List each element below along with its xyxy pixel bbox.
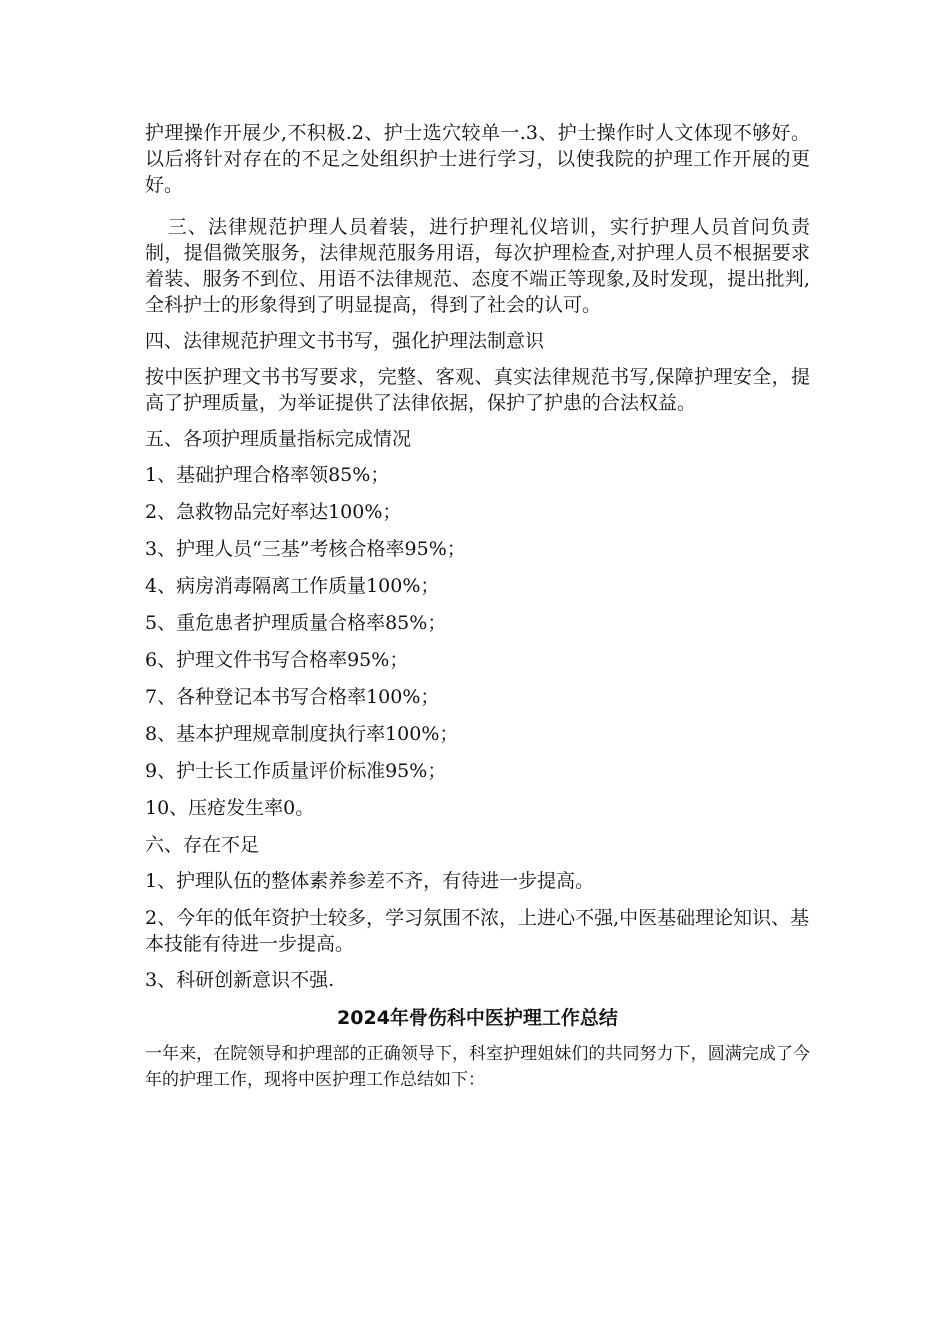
shortcomings-list <box>145 868 810 993</box>
intro-paragraph: 一年来，在院领导和护理部的正确领导下，科室护理姐妹们的共同努力下，圆满完成了今年的护理工作，现将中医护理工作总结如下： <box>145 1044 810 1090</box>
list-item: 2、今年的低年资护士较多，学习氛围不浓，上进心不强,中医基础理论知识、基本技能有待进一步提高。 <box>145 907 810 955</box>
list-item: 3、护理人员“三基”考核合格率95%； <box>145 538 466 560</box>
list-item: 1、护理队伍的整体素养参差不齐，有待进一步提高。 <box>145 870 595 892</box>
list-item: 3、科研创新意识不强. <box>145 969 335 991</box>
list-item: 6、护理文件书写合格率95%； <box>145 649 409 671</box>
list-item: 7、各种登记本书写合格率100%； <box>145 686 440 708</box>
section-heading-four: 四、法律规范护理文书书写，强化护理法制意识 <box>145 330 545 352</box>
list-item: 2、急救物品完好率达100%； <box>145 501 402 523</box>
section-heading-five: 五、各项护理质量指标完成情况 <box>145 428 412 450</box>
list-item: 4、病房消毒隔离工作质量100%； <box>145 575 440 597</box>
list-item: 8、基本护理规章制度执行率100%； <box>145 723 459 745</box>
list-item: 5、重危患者护理质量合格率85%； <box>145 612 447 634</box>
paragraph-section-four: 按中医护理文书书写要求，完整、客观、真实法律规范书写,保障护理安全，提高了护理质量，为举证提供了法律依据，保护了护患的合法权益。 <box>145 366 810 414</box>
section-heading-six: 六、存在不足 <box>145 834 260 856</box>
document-page <box>145 120 810 1093</box>
paragraph-nursing-operations: 护理操作开展少,不积极.2、护士选穴较单一.3、护士操作时人文体现不够好。以后将针对存在的不足之处组织护士进行学习，以使我院的护理工作开展的更好。 <box>145 122 810 196</box>
paragraph-section-three: 三、法律规范护理人员着装，进行护理礼仪培训，实行护理人员首问负责制，提倡微笑服务，法律规范服务用语，每次护理检查,对护理人员不根据要求着装、服务不到位、用语不法律规范、态度不端正等现象,及时发现，提出批判,全科护士的形象得到了明显提高，得到了社会的认可。 <box>145 216 810 316</box>
list-item: 1、基础护理合格率领85%； <box>145 464 390 486</box>
list-item: 9、护士长工作质量评价标准95%； <box>145 760 447 782</box>
list-item: 10、压疮发生率0。 <box>145 797 315 819</box>
document-title: 2024年骨伤科中医护理工作总结 <box>337 1007 618 1029</box>
quality-indicator-list <box>145 462 810 821</box>
